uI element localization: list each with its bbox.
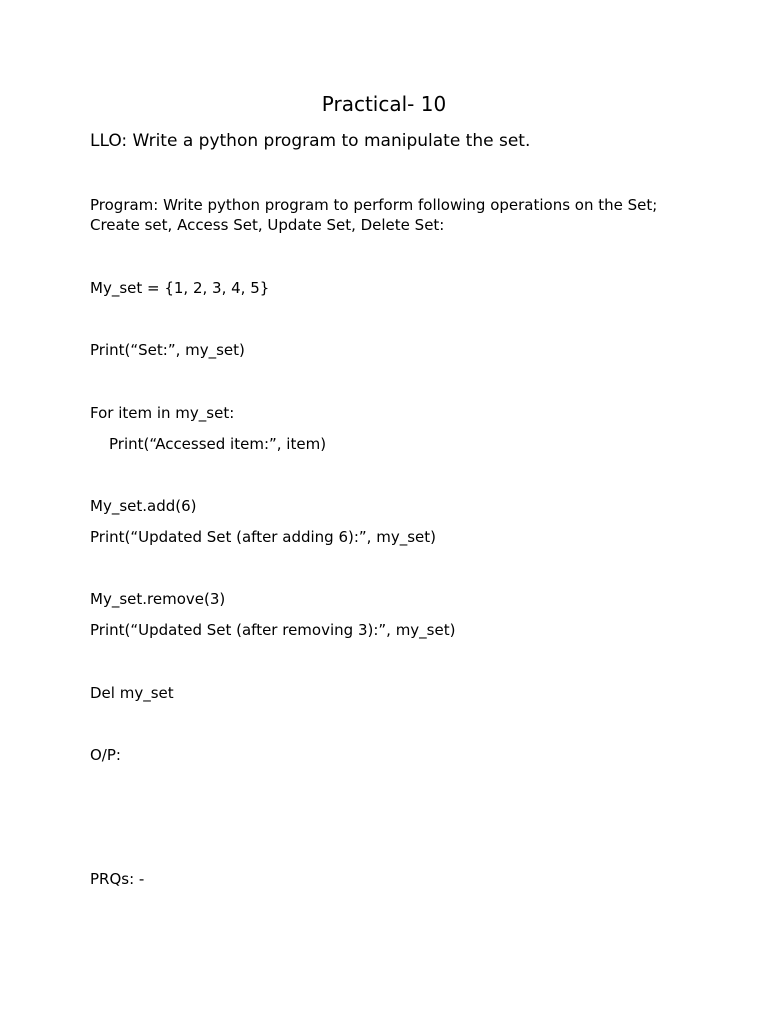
code-create-set: My_set = {1, 2, 3, 4, 5} xyxy=(90,279,270,297)
code-add: My_set.add(6) xyxy=(90,497,197,515)
code-remove: My_set.remove(3) xyxy=(90,590,226,608)
code-print-remove: Print(“Updated Set (after removing 3):”, my_set) xyxy=(90,621,456,639)
code-print-add: Print(“Updated Set (after adding 6):”, my_set) xyxy=(90,528,436,546)
code-delete: Del my_set xyxy=(90,684,174,702)
page-title: Practical- 10 xyxy=(321,92,447,116)
code-print-item: Print(“Accessed item:”, item) xyxy=(109,435,327,453)
code-for-loop: For item in my_set: xyxy=(90,404,235,422)
program-description-line-1: Program: Write python program to perform following operations on the Set; xyxy=(90,196,658,214)
code-print-set: Print(“Set:”, my_set) xyxy=(90,341,245,359)
program-description-line-2: Create set, Access Set, Update Set, Delete Set: xyxy=(90,216,445,234)
output-label: O/P: xyxy=(90,746,121,764)
prqs-label: PRQs: - xyxy=(90,870,145,888)
llo-statement: LLO: Write a python program to manipulate the set. xyxy=(90,131,531,151)
